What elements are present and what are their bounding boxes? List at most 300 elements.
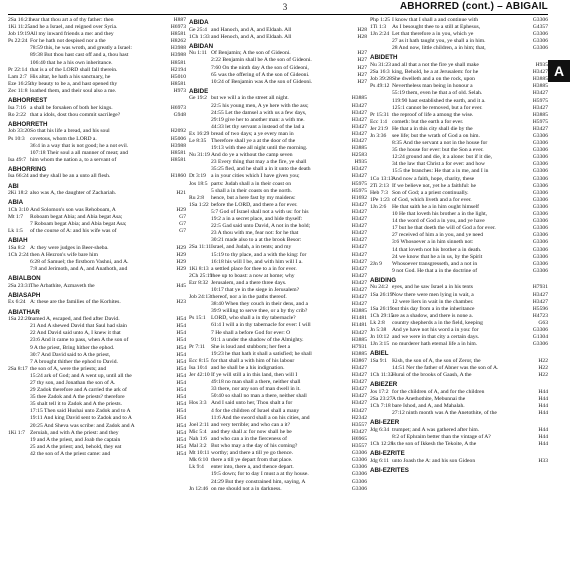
concordance-line <box>370 140 548 147</box>
concordance-line <box>370 268 548 275</box>
context-text: Son of God; a a priest continually. <box>392 189 469 196</box>
strongs-number: H8581 <box>170 80 186 87</box>
verse-reference: 2Jn 9 <box>370 260 382 267</box>
context-text: If ye will still a in this land, then will I <box>211 372 298 379</box>
verse-reference <box>370 154 392 161</box>
verse-reference <box>370 147 392 154</box>
concordance-line <box>8 228 186 235</box>
context-text: 61:4 I will a in thy tabernacle for ever: I will <box>211 322 311 329</box>
strongs-number: H23 <box>176 299 186 306</box>
concordance-line <box>370 334 548 341</box>
verse-reference: Job 33:20 <box>8 128 30 135</box>
concordance-line <box>370 284 548 291</box>
context-text: 55:19 them, even he that a of old. Selah. <box>392 90 483 97</box>
column-1 <box>8 17 186 570</box>
verse-reference: Job 39:28 <box>370 76 392 83</box>
context-text: and Hanoch, and A, and Eldaah. All <box>211 26 292 33</box>
verse-reference: Pr 15:31 <box>370 111 390 118</box>
strongs-number: H1481 <box>351 322 367 329</box>
context-text: Hurai of the brooks of Gaash, A the <box>392 372 472 379</box>
context-text: If we believe not, yet he a faithful: he <box>392 182 477 189</box>
concordance-line <box>189 152 367 159</box>
verse-reference <box>8 352 30 359</box>
concordance-line <box>8 266 186 273</box>
context-text: He that saith he a in him ought himself <box>392 203 479 210</box>
verse-reference: Zec 11:8 <box>8 87 28 94</box>
context-text: 14 the word of God a in you, and ye have <box>392 218 485 225</box>
context-text: As I besought thee to a still at Ephesus, <box>392 24 481 31</box>
verse-reference: Heb 7:3 <box>370 189 388 196</box>
strongs-number: H3885 <box>532 111 548 118</box>
context-text: that is a of the LORD shall fall therein. <box>30 66 118 73</box>
verse-reference: Ps 10:3 <box>8 135 25 142</box>
concordance-line <box>370 434 548 441</box>
context-text: 30:7 And David said to A the priest, <box>30 351 111 358</box>
strongs-number: H3427 <box>351 265 367 272</box>
context-text: 5:7 God of Israel shall not a with us: for his <box>211 208 309 215</box>
strongs-number: H54 <box>176 450 186 457</box>
context-text: 24:29 But they constrained him, saying, A <box>211 478 306 485</box>
concordance-line <box>370 98 548 105</box>
strongs-number: H3427 <box>532 291 548 298</box>
verse-reference <box>370 161 392 168</box>
context-text: I know that I shall a and continue with <box>392 17 479 23</box>
strongs-number: H3427 <box>351 428 367 435</box>
concordance-line <box>370 168 548 175</box>
concordance-line <box>189 379 367 386</box>
verse-reference <box>370 211 392 218</box>
verse-reference: 1Sa 8:2 <box>8 244 25 251</box>
strongs-number: H44 <box>538 402 548 409</box>
verse-reference: 2Sa 8:17 <box>8 365 28 372</box>
strongs-number: H7931 <box>532 284 548 291</box>
strongs-number: H3557 <box>351 421 367 428</box>
verse-reference <box>370 168 392 175</box>
context-text: and Henoch, and A, and Eldaah. All <box>211 33 292 40</box>
concordance-line <box>8 252 186 259</box>
concordance-line <box>370 105 548 112</box>
concordance-line <box>8 60 186 67</box>
verse-reference: Dt 3:19 <box>189 173 206 180</box>
concordance-line <box>189 237 367 244</box>
strongs-number: G3306 <box>351 464 367 471</box>
verse-reference: Ro 2:22 <box>8 111 26 118</box>
verse-reference: Mt 10:11 <box>189 450 210 457</box>
context-text: 17:15 Then said Hushai unto Zadok and to A <box>30 408 131 415</box>
strongs-number: H3427 <box>351 400 367 407</box>
context-text: She is loud and stubborn; her feet a <box>211 343 291 350</box>
strongs-number: H22 <box>538 372 548 379</box>
strongs-number: H8581 <box>170 31 186 38</box>
strongs-number: H3885 <box>351 308 367 315</box>
verse-reference: Ge 19:2 <box>189 95 207 102</box>
strongs-number: H3427 <box>351 116 367 123</box>
verse-reference: 2Ti 2:13 <box>370 182 389 189</box>
concordance-line <box>189 223 367 230</box>
strongs-number: H8581 <box>170 156 186 163</box>
strongs-number: G3306 <box>532 196 548 203</box>
concordance-line <box>370 261 548 268</box>
concordance-line <box>189 415 367 422</box>
verse-reference <box>8 259 30 266</box>
strongs-number: H3988 <box>170 45 186 52</box>
concordance-line <box>189 464 367 471</box>
verse-reference <box>370 98 392 105</box>
context-text: 15:24 ark of God; and A went up, until all the <box>30 372 132 379</box>
verse-reference: Php 1:25 <box>370 17 391 23</box>
context-text: 35:25 fled, and he shall a in it unto the death <box>211 166 311 173</box>
verse-reference <box>189 65 211 72</box>
verse-reference <box>8 221 30 228</box>
context-text: All my inward friends a me: and they <box>30 31 114 38</box>
entry-heading: ABI-EZRITE <box>370 450 405 458</box>
verse-reference <box>189 145 211 152</box>
verse-reference: 1Jn 2:24 <box>370 31 390 38</box>
strongs-number: H4723 <box>532 312 548 319</box>
concordance-line <box>189 131 367 138</box>
concordance-line <box>370 90 548 97</box>
verse-reference <box>189 330 211 337</box>
strongs-number: H28 <box>357 26 367 33</box>
verse-reference <box>189 379 211 386</box>
context-text: 9 A the priest, Bring hither the ephod. <box>30 344 115 351</box>
context-text: 89:38 But thou hast cast off and a, thou hast <box>30 52 129 59</box>
context-text: 20:25 And Sheva was scribe: and Zadok and A <box>30 422 135 429</box>
concordance-line <box>8 451 186 458</box>
strongs-number: H54 <box>176 337 186 344</box>
concordance-line <box>370 254 548 261</box>
concordance-line <box>370 119 548 126</box>
verse-reference: 2Sa 16:3 <box>370 69 390 76</box>
context-text: 3:6 Whosoever a in him sinneth not: <box>392 239 474 246</box>
strongs-number: H935 <box>535 62 548 69</box>
context-text: 29:19 give her to another man: a with me. <box>211 116 305 123</box>
verse-reference: Ex 16:29 <box>189 130 210 137</box>
concordance-line <box>370 154 548 161</box>
concordance-line <box>370 45 548 52</box>
strongs-number: H3867 <box>351 357 367 364</box>
concordance-line <box>189 393 367 400</box>
strongs-number: H8581 <box>170 59 186 66</box>
context-text: 7 He shall a before God for ever: O <box>211 329 291 336</box>
concordance-line <box>370 161 548 168</box>
strongs-number: H3427 <box>351 279 367 286</box>
context-text: 38:40 When they couch in their dens, and a <box>211 301 308 308</box>
verse-reference <box>189 322 211 329</box>
strongs-number: H3885 <box>351 95 367 102</box>
entry-heading: ABIATHAR <box>8 308 40 316</box>
context-text: 10 He that loveth his brother a in the light, <box>392 211 488 218</box>
strongs-number: H54 <box>176 365 186 372</box>
context-text: 9 not God. He that a in the doctrine of <box>392 267 478 274</box>
concordance-line <box>8 359 186 366</box>
verse-reference: Jn 3:36 <box>370 133 387 139</box>
verse-reference <box>370 239 392 246</box>
strongs-number: H29 <box>176 251 186 258</box>
concordance-line <box>8 408 186 415</box>
context-text: 23:6 And it came to pass, when A the son of <box>30 337 129 344</box>
strongs-number: H3988 <box>170 142 186 149</box>
concordance-line <box>370 218 548 225</box>
verse-reference: Ecc 8:15 <box>189 357 209 364</box>
verse-reference: Jdg 6:11 <box>370 457 389 464</box>
context-text: 107:18 Their soul a all manner of meat; and <box>30 149 129 156</box>
context-text: worthy; and there a till ye go thence. <box>211 450 294 457</box>
concordance-line <box>189 72 367 79</box>
entry-heading: ABIEL <box>370 350 389 358</box>
strongs-number: H22 <box>538 365 548 371</box>
entry-heading: ABHORREST <box>8 97 48 105</box>
strongs-number: H3427 <box>351 272 367 279</box>
context-text: 42 the son of A the priest came: and <box>30 450 111 457</box>
context-text: Jerusalem, and a there three days. <box>211 279 287 286</box>
verse-reference: 1Sa 9:1 <box>370 357 387 364</box>
concordance-line <box>370 358 548 365</box>
concordance-line <box>8 345 186 352</box>
context-text: and they shall a: for now shall he be <box>211 428 292 435</box>
verse-reference <box>8 415 30 422</box>
entry-heading: ABIASAPH <box>8 291 41 299</box>
verse-reference: Ezr 8:32 <box>189 279 209 286</box>
concordance-line <box>370 197 548 204</box>
strongs-number: H3427 <box>351 286 367 293</box>
verse-reference <box>8 60 30 67</box>
context-text: also was A, the daughter of Zachariah. <box>30 190 117 197</box>
strongs-number: H3427 <box>351 301 367 308</box>
strongs-number: H5975 <box>351 180 367 187</box>
concordance-line <box>8 373 186 380</box>
strongs-number: H3427 <box>351 201 367 208</box>
context-text: no murderer hath eternal life a in him. <box>392 341 478 348</box>
concordance-line <box>370 31 548 38</box>
strongs-number: H3427 <box>532 125 548 132</box>
concordance-line <box>370 327 548 334</box>
verse-reference <box>189 301 211 308</box>
concordance-line <box>189 159 367 166</box>
strongs-number: H27 <box>357 57 367 64</box>
concordance-line <box>189 95 367 102</box>
context-text: His altar, he hath a his sanctuary, he <box>30 73 111 80</box>
entry-heading: ABIDAN <box>189 42 214 50</box>
context-text: 12 were liers in wait in the chamber. <box>392 298 474 305</box>
strongs-number: G3306 <box>532 267 548 274</box>
concordance-line <box>8 207 186 214</box>
context-text: 33 there, nor any son of man dwell in it. <box>211 386 301 393</box>
context-text: cometh: but the earth a for ever. <box>392 118 464 125</box>
verse-reference: 1Ki 8:13 <box>189 265 209 272</box>
strongs-number: H33 <box>538 457 548 464</box>
strongs-number: H3885 <box>351 350 367 357</box>
strongs-number: H3427 <box>351 372 367 379</box>
context-text: then A Hezron's wife bare him <box>30 251 98 258</box>
context-text: are as a shadow, and there is none a. <box>392 312 474 319</box>
concordance-line <box>370 441 548 448</box>
concordance-line <box>189 315 367 322</box>
context-text: 7 Roboam begat Abia; and Abia begat Asa; <box>30 221 127 228</box>
concordance-line <box>189 202 367 209</box>
verse-reference: 2Ch 25:19 <box>189 272 213 279</box>
concordance-line <box>189 280 367 287</box>
concordance-line <box>189 110 367 117</box>
concordance-line <box>189 301 367 308</box>
strongs-number: H54 <box>176 358 186 365</box>
header-rule <box>8 14 548 15</box>
strongs-number: H3557 <box>351 443 367 450</box>
strongs-number: H8581 <box>170 149 186 156</box>
strongs-number: H3427 <box>351 393 367 400</box>
concordance-line <box>189 322 367 329</box>
strongs-number: H54 <box>176 372 186 379</box>
concordance-line <box>370 176 548 183</box>
verse-reference: Ru 2:8 <box>189 194 205 201</box>
concordance-line <box>8 190 186 197</box>
verse-reference: Lk 2:8 <box>370 319 385 326</box>
context-text: 7:8 and Jerimoth, and A, and Anathoth, and <box>30 266 128 273</box>
strongs-number: H3427 <box>351 251 367 258</box>
verse-reference <box>8 380 30 387</box>
context-text: He that a in this city shall die by the <box>392 125 473 132</box>
context-text: country shepherds a in the field, keeping <box>392 319 483 326</box>
strongs-number: H3427 <box>351 407 367 414</box>
strongs-number: H27 <box>357 71 367 78</box>
strongs-number: H44 <box>538 388 548 395</box>
verse-reference: Nah 1:6 <box>189 435 207 442</box>
context-text: 23 A thou with me, fear not: for he that <box>211 230 299 237</box>
context-text: and he a Israel, and reigned over Syria. <box>30 24 118 31</box>
verse-reference <box>8 323 30 330</box>
strongs-number: H3427 <box>351 138 367 144</box>
context-text: named A, escaped, and fled after David. <box>30 316 120 323</box>
concordance-line <box>189 188 367 195</box>
context-text: Kish, the son of A, the son of Zeror, the <box>392 357 481 364</box>
strongs-number: H54 <box>176 443 186 450</box>
verse-reference: Mk 6:10 <box>189 457 209 464</box>
concordance-line <box>8 214 186 221</box>
context-text: him whom the nation a, to a servant of <box>30 156 117 163</box>
context-text: 91:1 a under the shadow of the Almighty. <box>211 336 304 343</box>
context-text: 7 A brought thither the ephod to David. <box>30 358 118 365</box>
strongs-number: H2342 <box>351 414 367 421</box>
concordance-line <box>189 344 367 351</box>
context-text: but we will a in the street all night. <box>211 95 289 102</box>
strongs-number: H3427 <box>532 90 548 97</box>
verse-reference <box>370 140 392 147</box>
context-text: a in your cities which I have given you; <box>211 173 300 180</box>
context-text: And now a faith, hope, charity, these <box>392 175 475 182</box>
entry-heading: ABHORRING <box>8 165 47 173</box>
verse-reference: Isa 66:24 <box>8 173 29 180</box>
strongs-number: G7 <box>179 213 186 220</box>
concordance-line <box>8 444 186 451</box>
strongs-number: H3885 <box>532 76 548 83</box>
verse-reference <box>370 38 392 45</box>
strongs-number: H3885 <box>532 83 548 90</box>
strongs-number: G63 <box>538 319 548 326</box>
verse-reference <box>189 259 211 266</box>
entry-heading: ABIAH <box>8 237 28 245</box>
verse-reference <box>8 423 30 430</box>
concordance-line <box>189 230 367 237</box>
context-text: trumpet; and A was gathered after him. <box>392 426 480 433</box>
verse-reference: 1Jn 3:15 <box>370 341 390 348</box>
verse-reference: Lam 2:7 <box>8 73 27 80</box>
concordance-line <box>8 45 186 52</box>
page-number: 3 <box>282 2 288 12</box>
verse-reference <box>8 266 30 273</box>
concordance-columns <box>8 17 548 570</box>
concordance-line <box>8 105 186 112</box>
concordance-line <box>8 17 186 24</box>
strongs-number: H54 <box>176 436 186 443</box>
concordance-line <box>8 24 186 31</box>
context-text: 12:24 ground and die, it a alone: but if it die, <box>392 154 493 161</box>
verse-reference: 1Ch 29:15 <box>370 312 394 319</box>
verse-reference: 2Ki 18:2 <box>8 190 28 197</box>
concordance-line <box>370 225 548 232</box>
verse-reference <box>189 308 211 315</box>
verse-reference: Ecc 1:4 <box>370 118 387 125</box>
verse-reference <box>370 247 392 254</box>
verse-reference <box>189 166 211 173</box>
concordance-line <box>8 67 186 74</box>
context-text: 27:12 ninth month was A the Anetothite, of the <box>392 410 497 417</box>
alphabet-thumb-tab[interactable]: A <box>548 60 570 82</box>
context-text: 35 shalt tell it to Zadok and A the priests. <box>30 401 122 408</box>
context-text: is the son of Ikkesh the Tekoite, A the <box>392 440 477 447</box>
context-text: 49:18 no man shall a there, neither shall <box>211 379 301 386</box>
context-text: Israel, and Judah, a in tents; and my <box>211 244 292 251</box>
concordance-line <box>8 88 186 95</box>
verse-reference: Ps 15:1 <box>189 315 206 322</box>
strongs-number: H3427 <box>532 298 548 305</box>
concordance-line <box>370 306 548 313</box>
concordance-line <box>370 403 548 410</box>
concordance-line <box>8 150 186 157</box>
context-text: thereof, nor a in the paths thereof. <box>211 294 287 301</box>
verse-reference <box>8 387 30 394</box>
verse-reference <box>189 471 211 478</box>
context-text: A: these are the families of the Korhites. <box>30 299 121 306</box>
concordance-line <box>189 436 367 443</box>
context-text: a settled place for thee to a in for ever. <box>211 265 297 272</box>
context-text: 16:18 his will I be, and with him will I a. <box>211 258 303 265</box>
context-text: 39:9 willing to serve thee, or a by thy crib? <box>211 308 308 315</box>
strongs-number: G3306 <box>532 327 548 334</box>
verse-reference: Isa 7:16 <box>8 104 26 111</box>
verse-reference <box>370 105 392 112</box>
context-text: king, Behold, he a at Jerusalem: for he <box>392 69 479 76</box>
verse-reference: Jn 10:12 <box>370 334 390 341</box>
strongs-number: H54 <box>176 401 186 408</box>
verse-reference <box>189 124 211 131</box>
verse-reference: Jdg 6:34 <box>370 426 390 433</box>
concordance-line <box>8 136 186 143</box>
strongs-number: H3427 <box>351 208 367 215</box>
strongs-number: H54 <box>176 422 186 429</box>
strongs-number: H3427 <box>351 365 367 371</box>
context-text: 125:1 cannot be removed, but a for ever. <box>392 104 483 111</box>
context-text: that a idols, dost thou commit sacrilege? <box>30 111 121 118</box>
strongs-number: G3306 <box>532 218 548 225</box>
concordance-line <box>8 74 186 81</box>
concordance-line <box>189 65 367 72</box>
context-text: 19:23 he that hath it shall a satisfied; he shall <box>211 350 312 357</box>
concordance-line <box>189 479 367 486</box>
concordance-line <box>189 422 367 429</box>
strongs-number: G3306 <box>532 225 548 232</box>
concordance-line <box>370 247 548 254</box>
strongs-number: H5975 <box>351 187 367 194</box>
